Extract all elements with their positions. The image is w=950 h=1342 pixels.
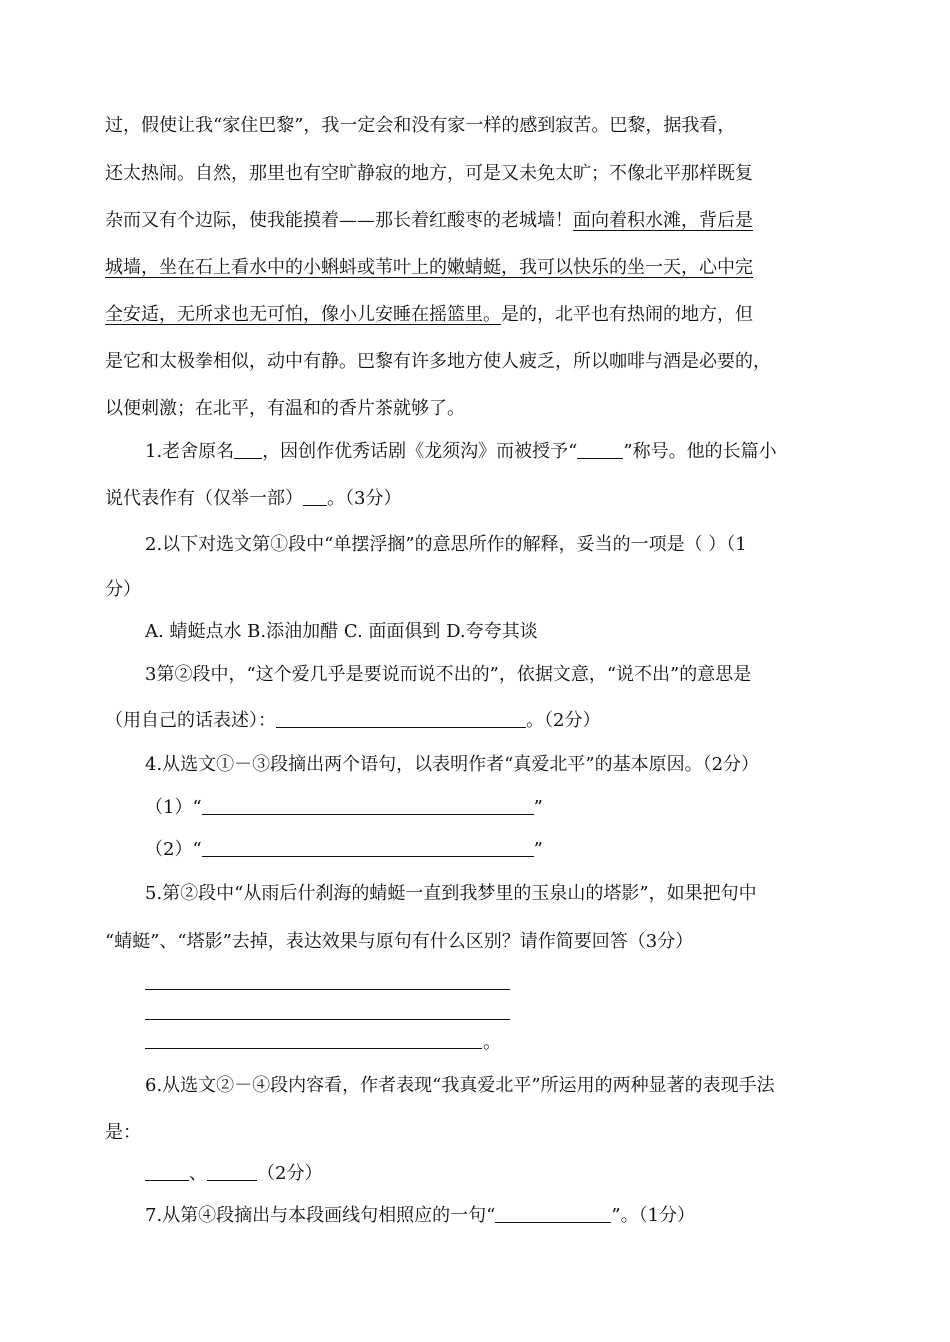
question-4: 4.从选文①－③段摘出两个语句，以表明作者“真爱北平”的基本原因。（2分）	[145, 754, 760, 775]
passage-line-1: 过，假使让我“家住巴黎”，我一定会和没有家一样的感到寂苦。巴黎，据我看，	[105, 115, 736, 136]
question-4-item-2: （2）“ ”	[145, 839, 543, 860]
answer-blank[interactable]	[234, 442, 262, 459]
passage-line-2: 还太热闹。自然，那里也有空旷静寂的地方，可是又未免太旷；不像北平那样既复	[105, 163, 753, 184]
answer-blank[interactable]	[202, 798, 534, 815]
answer-line[interactable]	[145, 1019, 510, 1020]
question-3-line-2: （用自己的话表述）： 。（2分）	[105, 710, 601, 731]
answer-line[interactable]	[145, 989, 510, 990]
underlined-sentence: 全安适，无所求也无可怕，像小儿安睡在摇篮里。	[105, 304, 501, 325]
underlined-sentence: 面向着积水滩，背后是	[573, 210, 753, 231]
passage-line-6: 是它和太极拳相似，动中有静。巴黎有许多地方使人疲乏，所以咖啡与酒是必要的，	[105, 351, 771, 372]
question-1: 1.老舍原名 ，因创作优秀话剧《龙须沟》而被授予“ ”称号。他的长篇小	[145, 441, 777, 462]
question-5-line-2: “蜻蜓”、“塔影”去掉，表达效果与原句有什么区别？请作简要回答（3分）	[105, 931, 694, 952]
question-6-answer: 、 （2分）	[145, 1162, 322, 1186]
passage-line-3: 杂而又有个边际，使我能摸着——那长着红酸枣的老城墙！面向着积水滩，背后是	[105, 210, 753, 231]
question-3: 3第②段中，“这个爱几乎是要说而说不出的”，依据文意，“说不出”的意思是	[145, 664, 752, 685]
passage-line-4	[105, 256, 753, 280]
question-2-options: A. 蜻蜓点水 B.添油加醋 C. 面面俱到 D.夸夸其谈	[145, 621, 538, 642]
answer-blank[interactable]	[145, 1164, 189, 1181]
question-6: 6.从选文②－④段内容看，作者表现“我真爱北平”所运用的两种显著的表现手法	[145, 1075, 775, 1096]
answer-blank[interactable]	[276, 711, 526, 728]
answer-blank[interactable]	[577, 442, 623, 459]
answer-blank[interactable]	[202, 840, 534, 857]
answer-blank[interactable]	[303, 489, 327, 506]
question-6-line-2: 是：	[105, 1122, 141, 1143]
question-2-line-2: 分）	[105, 579, 141, 600]
answer-blank[interactable]	[207, 1164, 257, 1181]
question-4-item-1: （1）“ ”	[145, 797, 543, 818]
passage-line-5: 全安适，无所求也无可怕，像小儿安睡在摇篮里。是的，北平也有热闹的地方，但	[105, 304, 753, 325]
passage-line-7: 以便刺激；在北平，有温和的香片茶就够了。	[105, 398, 465, 419]
question-7: 7.从第④段摘出与本段画线句相照应的一句“ ”。（1分）	[145, 1205, 696, 1226]
underlined-sentence: 城墙，坐在石上看水中的小蝌蚪或苇叶上的嫩蜻蜓，我可以快乐的坐一天，心中完	[105, 257, 753, 278]
answer-line[interactable]	[145, 1048, 482, 1049]
question-2: 2.以下对选文第①段中“单摆浮搁”的意思所作的解释，妥当的一项是（ ）（1	[145, 534, 747, 555]
question-5: 5.第②段中“从雨后什刹海的蜻蜓一直到我梦里的玉泉山的塔影”，如果把句中	[145, 883, 757, 904]
answer-end-mark: 。	[483, 1032, 501, 1053]
question-1-line-2: 说代表作有（仅举一部） 。（3分）	[105, 488, 402, 509]
answer-blank[interactable]	[495, 1206, 611, 1223]
